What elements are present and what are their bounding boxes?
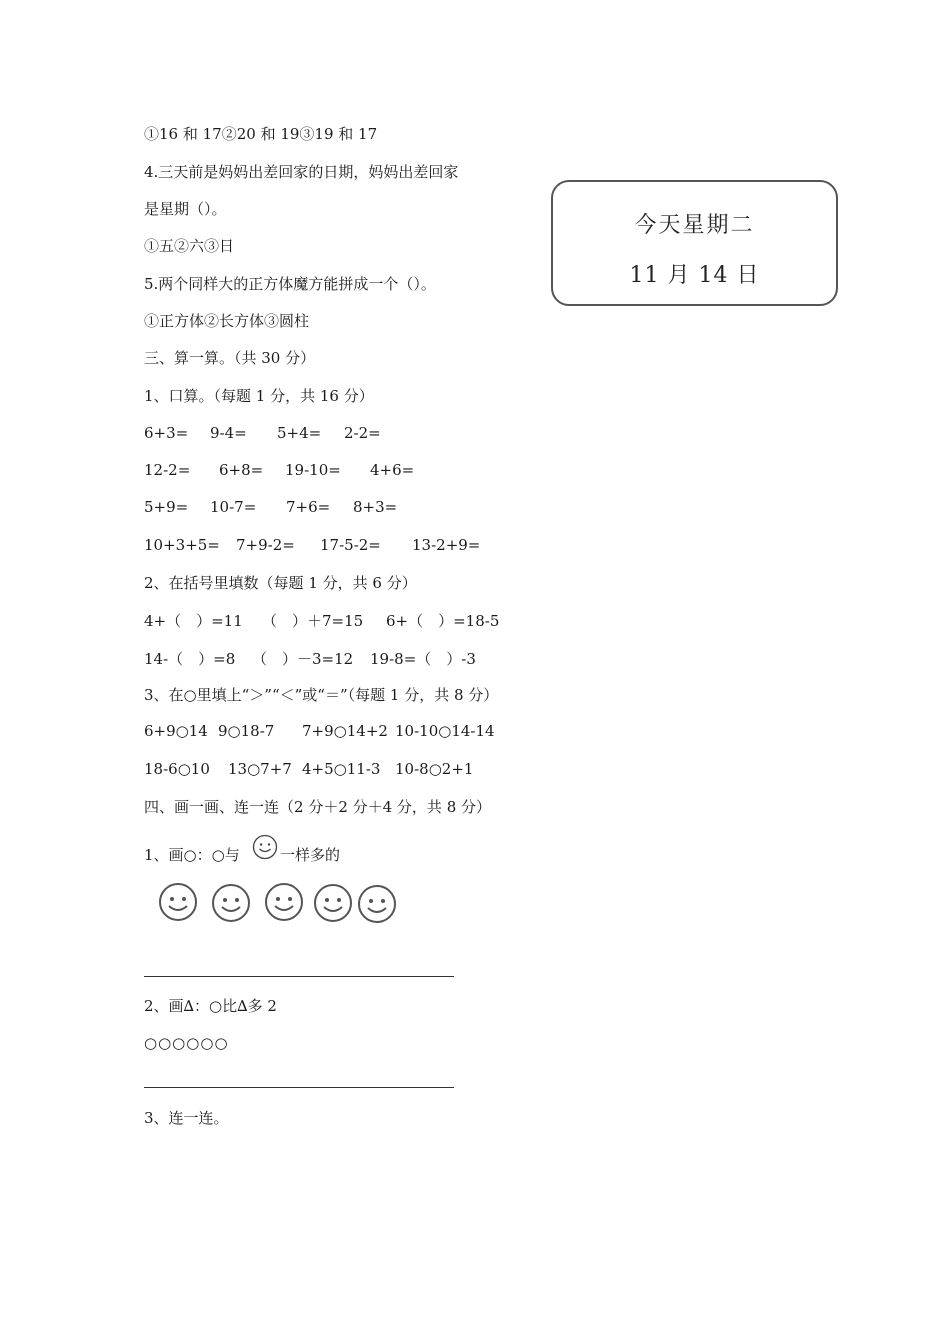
compare-item: 13○7+7 [228, 760, 292, 778]
fill-item: （ ）－3=12 [252, 650, 354, 668]
oral-item: 7+6= [286, 498, 331, 516]
draw1-prefix: 1、画○：○与 [144, 846, 240, 864]
connect-title: 3、连一连。 [144, 1109, 229, 1127]
smiley-faces-row [158, 882, 403, 926]
oral-item: 5+4= [277, 424, 322, 442]
fill-item: 6+（ ）=18-5 [386, 612, 500, 630]
compare-item: 18-6○10 [144, 760, 210, 778]
answer-line-1[interactable] [144, 976, 454, 977]
q3-options: ①16 和 17②20 和 19③19 和 17 [144, 125, 378, 143]
fill-item: 14-（ ）=8 [144, 650, 236, 668]
date-notice-card [551, 180, 838, 306]
sub1-title: 1、口算。（每题 1 分，共 16 分） [144, 387, 374, 405]
smiley-face-icon [213, 885, 249, 921]
draw2-title: 2、画∆：○比∆多 2 [144, 997, 277, 1015]
oral-item: 8+3= [353, 498, 398, 516]
fill-item: 19-8=（ ）-3 [370, 650, 476, 668]
oral-item: 12-2= [144, 461, 191, 479]
q5-options: ①正方体②长方体③圆柱 [144, 312, 310, 330]
oral-item: 10+3+5= [144, 536, 220, 554]
draw1-suffix: 一样多的 [280, 846, 341, 864]
oral-item: 6+8= [219, 461, 264, 479]
oral-item: 10-7= [210, 498, 257, 516]
oral-item: 17-5-2= [320, 536, 381, 554]
compare-item: 7+9○14+2 [302, 722, 388, 740]
oral-item: 13-2+9= [412, 536, 481, 554]
q4-line2: 是星期（）。 [144, 200, 227, 218]
smiley-face-icon [160, 884, 196, 920]
notice-weekday: 今天星期二 [634, 213, 755, 238]
notice-date: 11 月 14 日 [629, 263, 760, 288]
compare-item: 9○18-7 [218, 722, 275, 740]
smiley-face-icon [252, 834, 278, 860]
section3-title: 三、算一算。（共 30 分） [144, 349, 316, 367]
oral-item: 6+3= [144, 424, 189, 442]
section4-title: 四、画一画、连一连（2 分＋2 分＋4 分，共 8 分） [144, 798, 492, 816]
fill-item: 4+（ ）=11 [144, 612, 243, 630]
oral-item: 19-10= [285, 461, 341, 479]
oral-item: 9-4= [210, 424, 247, 442]
smiley-face-icon [359, 886, 395, 922]
oral-item: 4+6= [370, 461, 415, 479]
oral-item: 2-2= [344, 424, 381, 442]
compare-item: 10-8○2+1 [395, 760, 474, 778]
circles-row: ○○○○○○ [144, 1034, 229, 1052]
compare-item: 10-10○14-14 [395, 722, 495, 740]
q4-line1: 4.三天前是妈妈出差回家的日期，妈妈出差回家 [144, 163, 459, 181]
oral-item: 5+9= [144, 498, 189, 516]
q4-options: ①五②六③日 [144, 237, 235, 255]
compare-item: 6+9○14 [144, 722, 208, 740]
sub2-title: 2、在括号里填数（每题 1 分，共 6 分） [144, 574, 417, 592]
fill-item: （ ）＋7=15 [262, 612, 364, 630]
answer-line-2[interactable] [144, 1087, 454, 1088]
compare-item: 4+5○11-3 [302, 760, 381, 778]
q5-line: 5.两个同样大的正方体魔方能拼成一个（）。 [144, 275, 436, 293]
oral-item: 7+9-2= [236, 536, 295, 554]
sub3-title: 3、在○里填上“＞”“＜”或“＝”（每题 1 分，共 8 分） [144, 686, 499, 704]
smiley-face-icon [266, 884, 302, 920]
smiley-face-icon [315, 885, 351, 921]
